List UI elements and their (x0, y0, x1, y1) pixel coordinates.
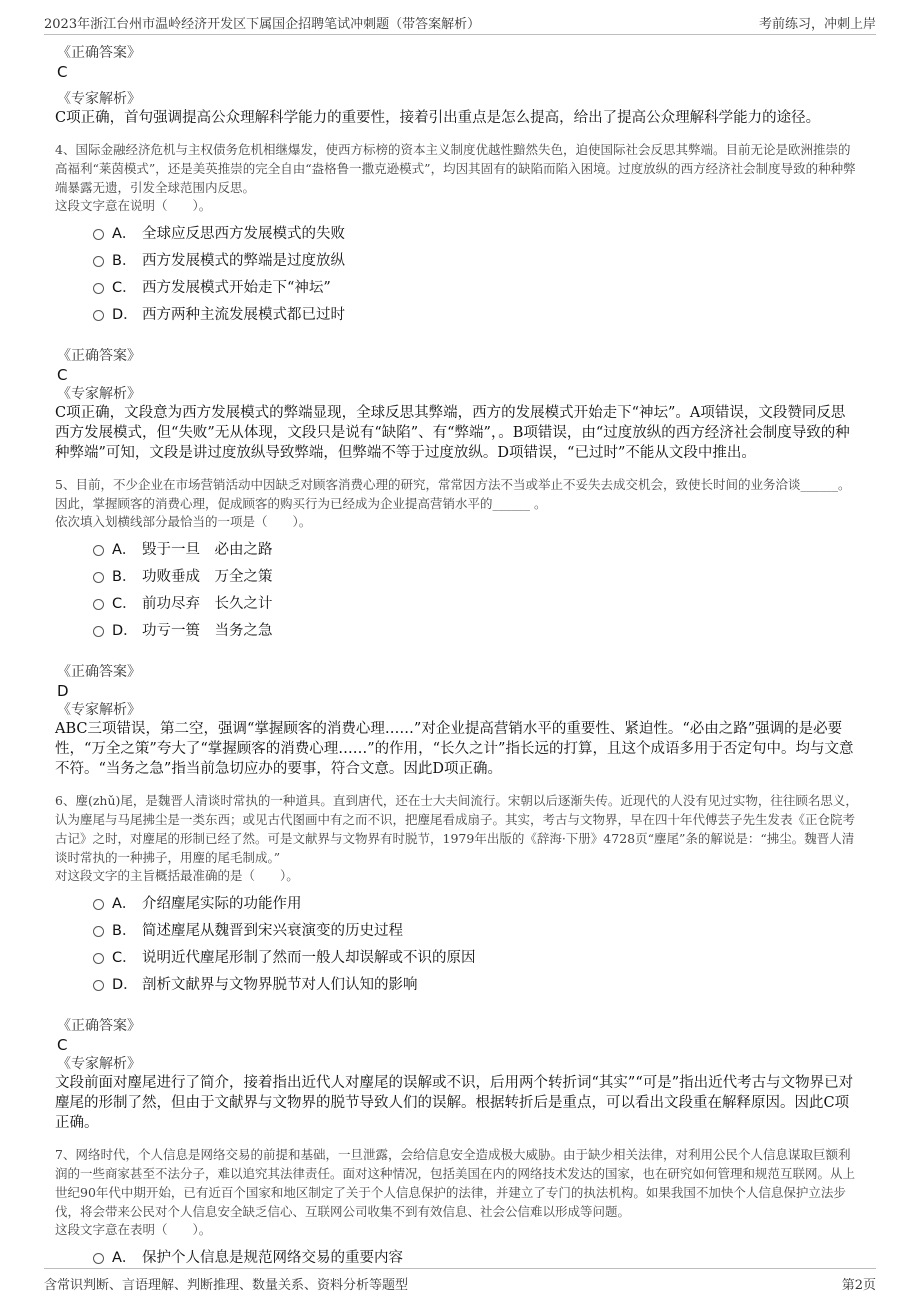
option-list (93, 219, 858, 327)
option-item[interactable] (93, 943, 858, 970)
page-header (44, 10, 876, 35)
option-list (93, 535, 858, 643)
footer-categories: 含常识判断、言语理解、判断推理、数量关系、资料分析等题型 (44, 1278, 409, 1293)
radio-icon[interactable] (93, 1253, 104, 1264)
option-item[interactable] (93, 246, 858, 273)
expert-analysis-label: 《专家解析》 (57, 386, 141, 402)
option-letter: D． (112, 977, 138, 993)
correct-answer-value: C (57, 63, 68, 81)
option-text: 剖析文献界与文物界脱节对人们认知的影响 (142, 977, 418, 993)
option-letter: A． (112, 226, 137, 242)
option-text: 功败垂成 万全之策 (142, 569, 273, 585)
radio-icon[interactable] (93, 310, 104, 321)
option-item[interactable] (93, 970, 858, 997)
option-letter: A． (112, 542, 137, 558)
option-item[interactable] (93, 535, 858, 562)
question-text: 5、目前，不少企业在市场营销活动中因缺乏对顾客消费心理的研究，常常因方法不当或举止不妥失去成交机会，致使长时间的业务洽谈______。因此，掌握顾客的消费心理，促成顾客的购买行为已经成为企业提高营销水平的______ 。 (55, 477, 851, 511)
option-text: 西方发展模式的弊端是过度放纵 (142, 253, 345, 269)
option-letter: C． (112, 280, 137, 296)
option-text: 介绍麈尾实际的功能作用 (142, 896, 302, 912)
radio-icon[interactable] (93, 626, 104, 637)
radio-icon[interactable] (93, 545, 104, 556)
radio-icon[interactable] (93, 256, 104, 267)
option-text: 全球应反思西方发展模式的失败 (142, 226, 345, 242)
option-text: 说明近代麈尾形制了然而一般人却误解或不识的原因 (142, 950, 476, 966)
radio-icon[interactable] (93, 926, 104, 937)
expert-analysis-text: 文段前面对麈尾进行了简介，接着指出近代人对麈尾的误解或不识，后用两个转折词“其实”“可是”指出近代考古与文物界已对麈尾的形制了然，但由于文献界与文物界的脱节导致人们的误解。根据转折后是重点，可以看出文段重在解释原因。因此C项正确。 (55, 1075, 854, 1131)
expert-analysis-label: 《专家解析》 (57, 1056, 141, 1072)
radio-icon[interactable] (93, 953, 104, 964)
radio-icon[interactable] (93, 572, 104, 583)
option-letter: A． (112, 1250, 137, 1266)
option-item[interactable] (93, 916, 858, 943)
option-item[interactable] (93, 562, 858, 589)
option-letter: D． (112, 307, 138, 323)
option-item[interactable] (93, 616, 858, 643)
expert-analysis-label: 《专家解析》 (57, 702, 141, 718)
question-prompt: 这段文字意在说明（ ）。 (55, 198, 212, 213)
header-slogan: 考前练习，冲刺上岸 (758, 17, 876, 32)
option-text: 西方发展模式开始走下“神坛” (142, 280, 331, 296)
question-text: 7、网络时代，个人信息是网络交易的前提和基础，一旦泄露，会给信息安全造成极大威胁。由于缺少相关法律，对利用公民个人信息谋取巨额利润的一些商家甚至不法分子，难以追究其法律责任。面对这种情况，包括美国在内的网络技术发达的国家，也在研究如何管理和规范互联网。从上世纪90年代中期开始，已有近百个国家和地区制定了关于个人信息保护的法律，并建立了专门的执法机构。如果我国不加快个人信息保护立法步伐，将会带来公民对个人信息安全缺乏信心、互联网公司收集不到有效信息、社会公信难以形成等问题。 (55, 1147, 856, 1219)
option-list (93, 1243, 858, 1270)
option-text: 毁于一旦 必由之路 (142, 542, 273, 558)
option-item[interactable] (93, 300, 858, 327)
expert-analysis-text: C项正确，文段意为西方发展模式的弊端显现，全球反思其弊端，西方的发展模式开始走下“神坛”。A项错误，文段赞同反思西方发展模式，但“失败”无从体现，文段只是说有“缺陷”、有“弊端”，。B项错误，由“过度放纵的西方经济社会制度导致的种种弊端”可知，文段是讲过度放纵导致弊端，但弊端不等于过度放纵。D项错误，“已过时”不能从文段中推出。 (55, 405, 850, 461)
option-text: 西方两种主流发展模式都已过时 (142, 307, 345, 323)
option-list (93, 889, 858, 997)
option-item[interactable] (93, 1243, 858, 1270)
page-footer (44, 1268, 876, 1293)
radio-icon[interactable] (93, 229, 104, 240)
question-text: 4、国际金融经济危机与主权债务危机相继爆发，使西方标榜的资本主义制度优越性黯然失色，迫使国际社会反思其弊端。目前无论是欧洲推崇的高福利“莱茵模式”，还是美英推崇的完全自由“盎格鲁一撒克逊模式”，均因其固有的缺陷而陷入困境。过度放纵的西方经济社会制度导致的种种弊端暴露无遗，引发全球范围内反思。 (55, 142, 856, 195)
correct-answer-label: 《正确答案》 (57, 45, 141, 61)
question-prompt: 这段文字意在表明（ ）。 (55, 1222, 212, 1237)
page-content (55, 44, 858, 1290)
option-text: 前功尽弃 长久之计 (142, 596, 273, 612)
correct-answer-label: 《正确答案》 (57, 664, 141, 680)
option-text: 功亏一篑 当务之急 (142, 623, 273, 639)
option-text: 保护个人信息是规范网络交易的重要内容 (142, 1250, 403, 1266)
radio-icon[interactable] (93, 283, 104, 294)
page-number: 第2页 (841, 1278, 876, 1293)
radio-icon[interactable] (93, 599, 104, 610)
option-letter: D． (112, 623, 138, 639)
option-letter: A． (112, 896, 137, 912)
option-letter: B． (112, 253, 137, 269)
correct-answer-label: 《正确答案》 (57, 348, 141, 364)
radio-icon[interactable] (93, 899, 104, 910)
correct-answer-value: D (57, 682, 69, 700)
expert-analysis-text: C项正确，首句强调提高公众理解科学能力的重要性，接着引出重点是怎么提高，给出了提高公众理解科学能力的途径。 (55, 110, 821, 126)
option-item[interactable] (93, 889, 858, 916)
option-item[interactable] (93, 273, 858, 300)
question-prompt: 对这段文字的主旨概括最准确的是（ ）。 (55, 868, 299, 883)
correct-answer-value: C (57, 366, 68, 384)
option-letter: C． (112, 596, 137, 612)
option-letter: B． (112, 569, 137, 585)
option-item[interactable] (93, 589, 858, 616)
expert-analysis-text: ABC三项错误，第二空，强调“掌握顾客的消费心理……”对企业提高营销水平的重要性、紧迫性。“必由之路”强调的是必要性，“万全之策”夸大了“掌握顾客的消费心理……”的作用，“长久之计”指长远的打算，且这个成语多用于否定句中。均与文意不符。“当务之急”指当前急切应办的要事，符合文意。因此D项正确。 (55, 721, 854, 777)
radio-icon[interactable] (93, 980, 104, 991)
question-text: 6、麈(zhǔ)尾，是魏晋人清谈时常执的一种道具。直到唐代，还在士大夫间流行。宋朝以后逐渐失传。近现代的人没有见过实物，往往顾名思义，认为麈尾与马尾拂尘是一类东西；或见古代图画中有之而不识，把麈尾看成扇子。其实，考古与文物界，早在四十年代傅芸子先生发表《正仓院考古记》之时，对麈尾的形制已经了然。可是文献界与文物界有时脱节，1979年出版的《辞海·下册》4728页“麈尾”条的解说是：“拂尘。魏晋人清谈时常执的一种拂子，用麈的尾毛制成。” (55, 793, 858, 865)
expert-analysis-label: 《专家解析》 (57, 91, 141, 107)
option-letter: C． (112, 950, 137, 966)
option-letter: B． (112, 923, 137, 939)
correct-answer-value: C (57, 1036, 68, 1054)
question-prompt: 依次填入划横线部分最恰当的一项是（ ）。 (55, 514, 312, 529)
correct-answer-label: 《正确答案》 (57, 1018, 141, 1034)
option-text: 简述麈尾从魏晋到宋兴衰演变的历史过程 (142, 923, 403, 939)
option-item[interactable] (93, 219, 858, 246)
document-title: 2023年浙江台州市温岭经济开发区下属国企招聘笔试冲刺题（带答案解析） (44, 17, 481, 32)
